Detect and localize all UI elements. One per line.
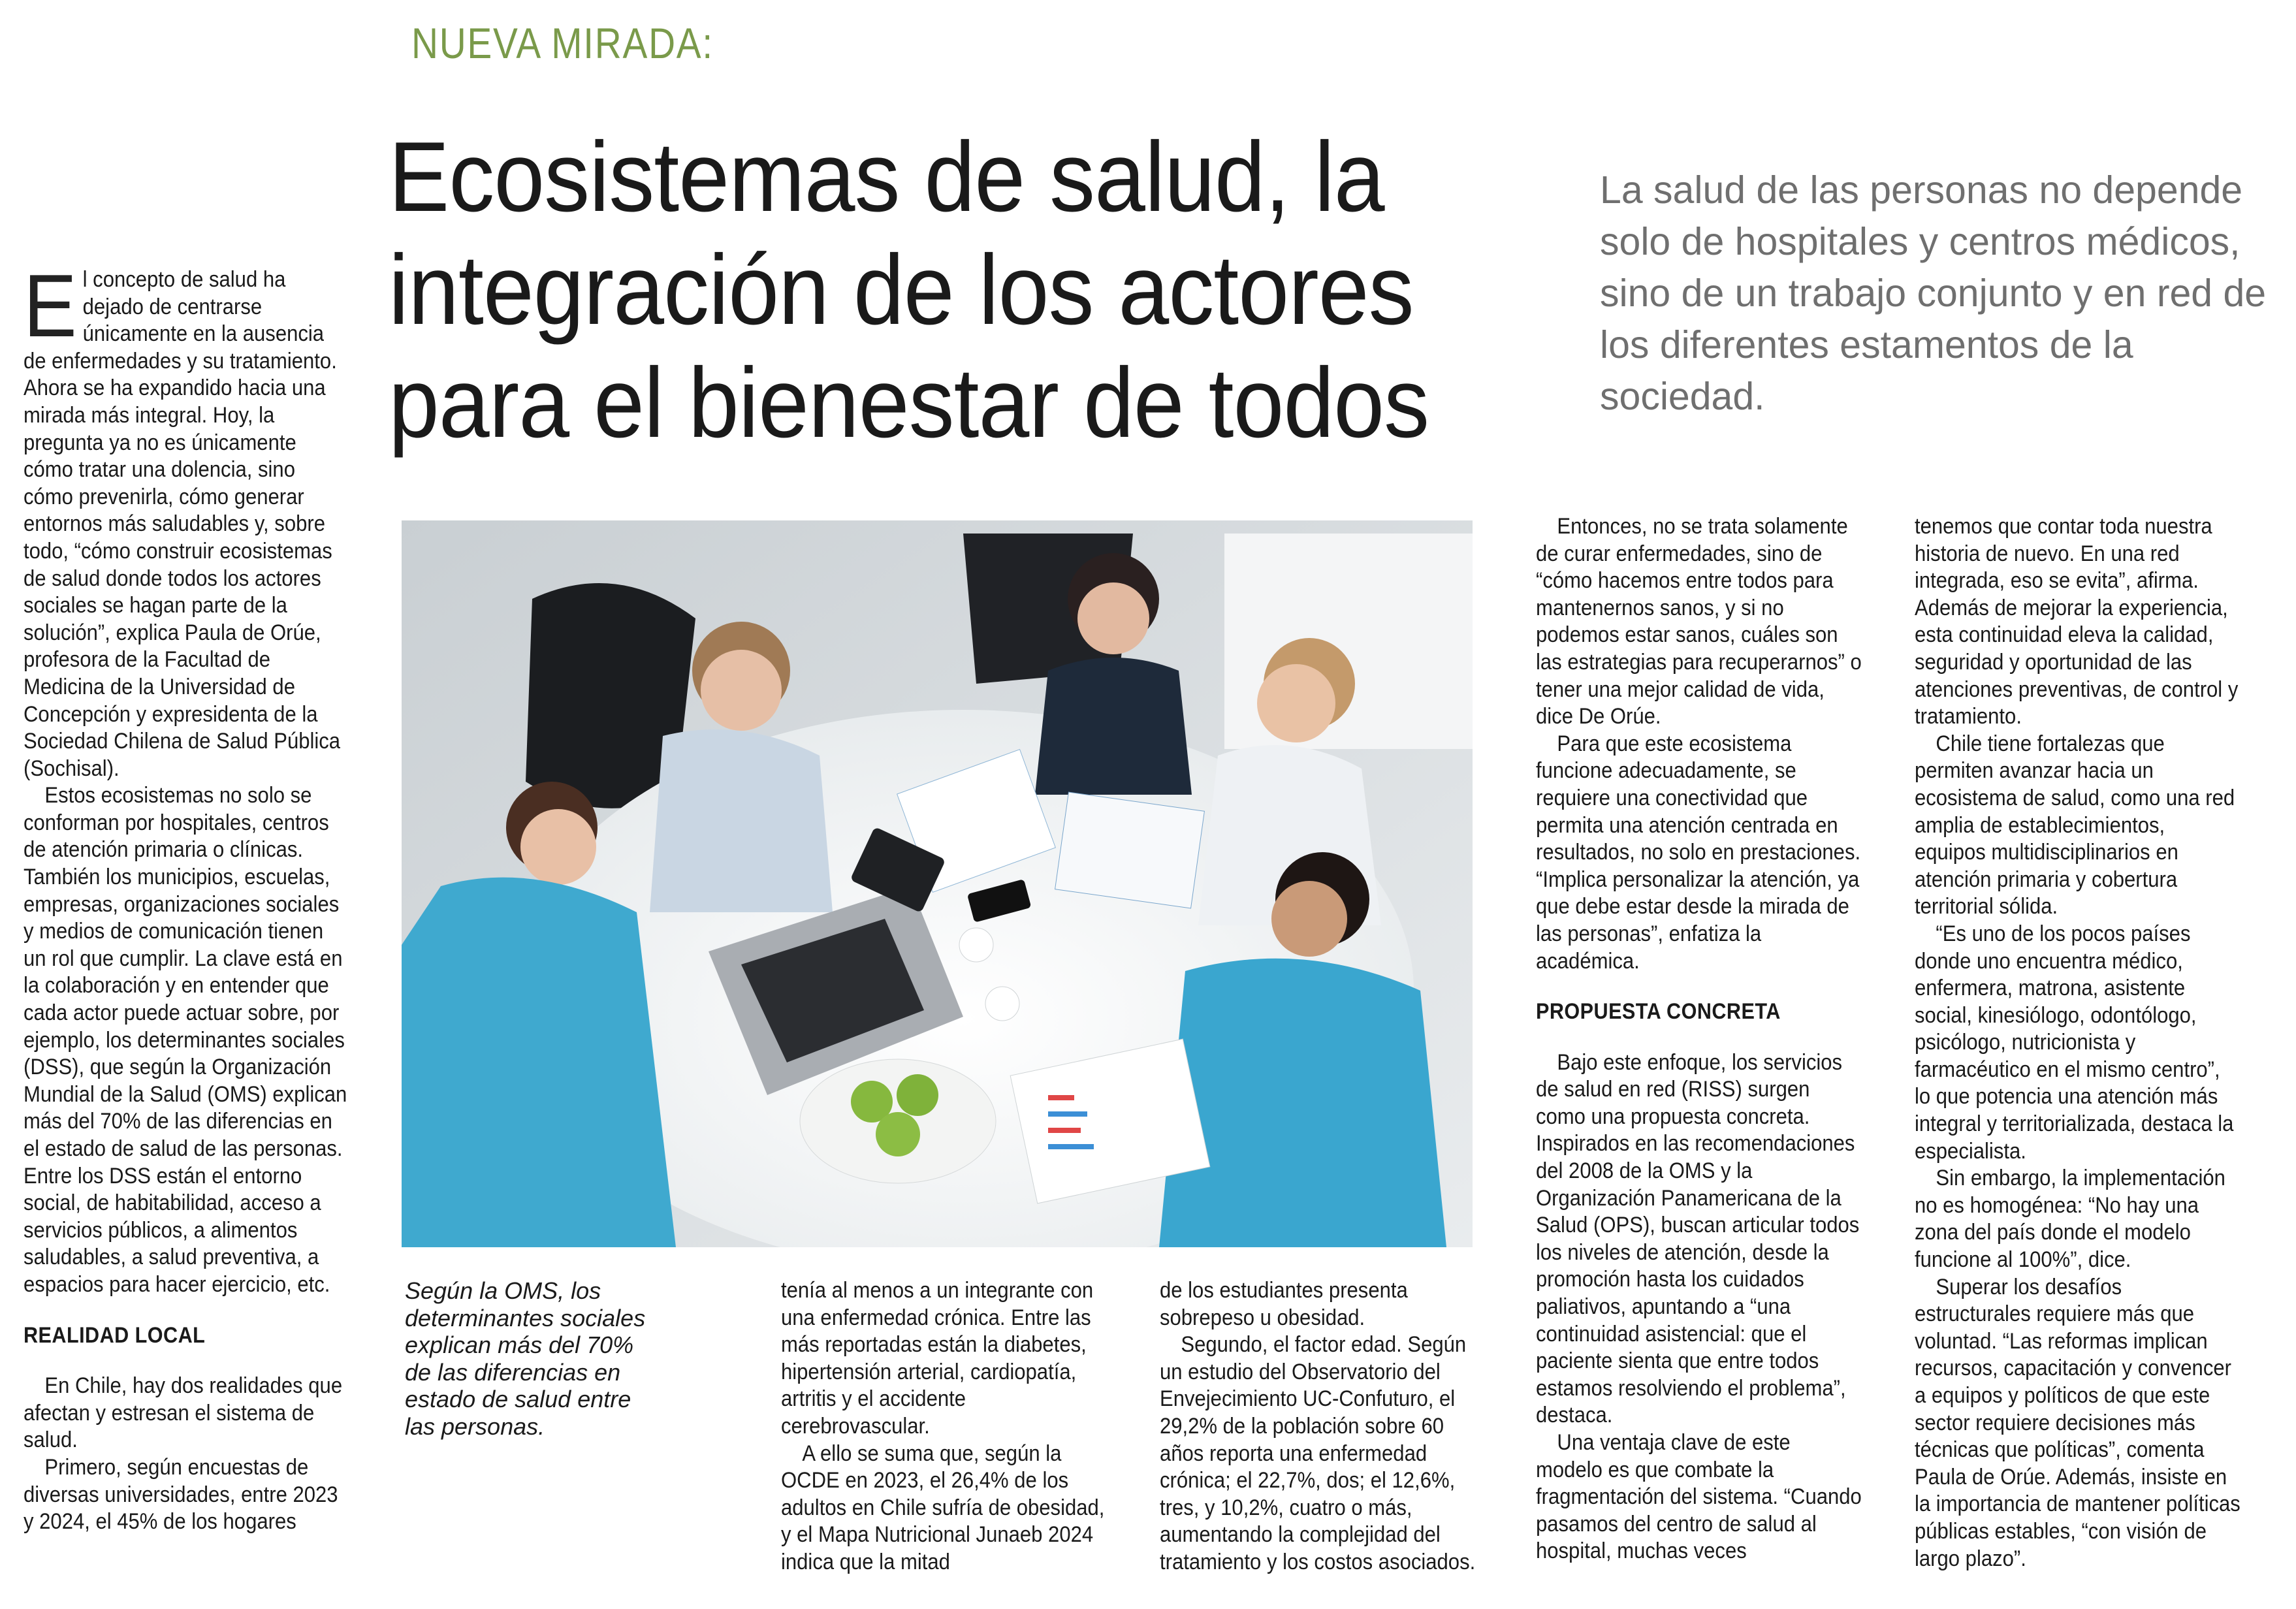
headline-line-1: Ecosistemas de salud, la	[389, 121, 1384, 232]
section-kicker: NUEVA MIRADA:	[411, 19, 714, 67]
column-4	[1160, 1277, 1489, 1576]
meeting-photo	[402, 520, 1473, 1247]
col6-paragraph-2: Chile tiene fortalezas que permiten avanzar hacia un ecosistema de salud, como una red amplia de establecimientos, equipos multidisciplinarios en atención primaria y cobertura territorial sólida.	[1915, 731, 2235, 919]
subhead-propuesta-concreta: PROPUESTA CONCRETA	[1536, 999, 1781, 1025]
headline-line-3: para el bienestar de todos	[389, 347, 1429, 458]
col5-paragraph-3: Bajo este enfoque, los servicios de salud en red (RISS) surgen como una propuesta concreta. Inspirados en las recomendaciones del 2008 de la OMS y la Organización Panamericana de la Salud (OPS), buscan articular todos los niveles de atención, desde la promoción hasta los cuidados paliativos, apuntando a “una continuidad asistencial: que el paciente sienta que entre todos estamos resolviendo el problema”, destaca.	[1536, 1049, 1860, 1428]
drop-cap: E	[24, 256, 77, 355]
col1-paragraph-1: l concepto de salud ha dejado de centrarse únicamente en la ausencia de enfermedades y su tratamiento. Ahora se ha expandido hacia una mirada más integral. Hoy, la pregunta ya no es únicamente cómo tratar una dolencia, sino cómo prevenirla, cómo generar entornos más saludables y, sobre todo, “cómo construir ecosistemas de salud donde todos los actores sociales se hagan parte de la solución”, explica Paula de Orúe, profesora de la Facultad de Medicina de la Universidad de Concepción y expresidenta de la Sociedad Chilena de Salud Pública (Sochisal).	[24, 267, 341, 781]
col5-paragraph-4: Una ventaja clave de este modelo es que combate la fragmentación del sistema. “Cuando pasamos del centro de salud al hospital, muchas veces	[1536, 1430, 1862, 1564]
photo-caption: Según la OMS, los determinantes sociales explican más del 70% de las diferencias en estado de salud entre las personas.	[405, 1277, 646, 1440]
headline	[389, 121, 1482, 460]
col5-paragraph-2: Para que este ecosistema funcione adecuadamente, se requiere una conectividad que permita una atención centrada en resultados, no solo en prestaciones. “Implica personalizar la atención, ya que debe estar desde la mirada de las personas”, enfatiza la académica.	[1536, 731, 1861, 974]
col6-paragraph-3: “Es uno de los pocos países donde uno encuentra médico, enfermera, matrona, asistente social, kinesiólogo, odontólogo, psicólogo, nutricionista y farmacéutico en el mismo centro”, lo que potencia una atención más integral y territorializada, destaca la especialista.	[1915, 921, 2234, 1164]
subhead-realidad-local: REALIDAD LOCAL	[24, 1322, 206, 1348]
meeting-photo-illustration	[402, 520, 1473, 1247]
col4-paragraph-1: de los estudiantes presenta sobrepeso u obesidad.	[1160, 1278, 1408, 1330]
col1-paragraph-4: Primero, según encuestas de diversas universidades, entre 2023 y 2024, el 45% de los hogares	[24, 1454, 338, 1535]
col3-paragraph-2: A ello se suma que, según la OCDE en 2023, el 26,4% de los adultos en Chile sufría de obesidad, y el Mapa Nutricional Junaeb 2024 indica que la mitad	[781, 1441, 1105, 1574]
column-1	[24, 256, 350, 1536]
col6-paragraph-4: Sin embargo, la implementación no es homogénea: “No hay una zona del país donde el modelo funcione al 100%”, dice.	[1915, 1166, 2225, 1273]
col6-paragraph-1: tenemos que contar toda nuestra historia de nuevo. En una red integrada, eso se evita”, afirma. Además de mejorar la experiencia, esta continuidad eleva la calidad, seguridad y oportunidad de las atenciones preventivas, de control y tratamiento.	[1915, 514, 2239, 729]
col1-paragraph-2: Estos ecosistemas no solo se conforman por hospitales, centros de atención primaria o clínicas. También los municipios, escuelas, empresas, organizaciones sociales y medios de comunicación tienen un rol que cumplir. La clave está en la colaboración y en entender que cada actor puede actuar sobre, por ejemplo, los determinantes sociales (DSS), que según la Organización Mundial de la Salud (OMS) explican más del 70% de las diferencias en el estado de salud de las personas. Entre los DSS están el entorno social, de habitabilidad, acceso a servicios públicos, a alimentos saludables, a salud preventiva, a espacios para hacer ejercicio, etc.	[24, 783, 347, 1297]
column-3	[781, 1277, 1110, 1576]
col6-paragraph-5: Superar los desafíos estructurales requiere más que voluntad. “Las reformas implican recursos, capacitación y convencer a equipos y políticos de que este sector requiere decisiones más técnicas que políticas”, comenta Paula de Orúe. Además, insiste en la importancia de mantener políticas públicas estables, “con visión de largo plazo”.	[1915, 1274, 2240, 1571]
column-5	[1536, 513, 1862, 1565]
column-6	[1915, 513, 2241, 1572]
deck-subtitle: La salud de las personas no depende solo de hospitales y centros médicos, sino de un trabajo conjunto y en red de los diferentes estamentos de la sociedad.	[1600, 168, 2267, 418]
col1-paragraph-3: En Chile, hay dos realidades que afectan y estresan el sistema de salud.	[24, 1373, 343, 1453]
col5-paragraph-1: Entonces, no se trata solamente de curar enfermedades, sino de “cómo hacemos entre todos para mantenernos sanos, y si no podemos estar sanos, cuáles son las estrategias para recuperarnos” o tener una mejor calidad de vida, dice De Orúe.	[1536, 514, 1862, 729]
headline-line-2: integración de los actores	[389, 234, 1414, 345]
col3-paragraph-1: tenía al menos a un integrante con una enfermedad crónica. Entre las más reportadas están la diabetes, hipertensión arterial, cardiopatía, artritis y el accidente cerebrovascular.	[781, 1278, 1094, 1439]
col4-paragraph-2: Segundo, el factor edad. Según un estudio del Observatorio del Envejecimiento UC-Confuturo, el 29,2% de la población sobre 60 años reporta una enfermedad crónica; el 22,7%, dos; el 12,6%, tres, y 10,2%, cuatro o más, aumentando la complejidad del tratamiento y los costos asociados.	[1160, 1332, 1476, 1574]
